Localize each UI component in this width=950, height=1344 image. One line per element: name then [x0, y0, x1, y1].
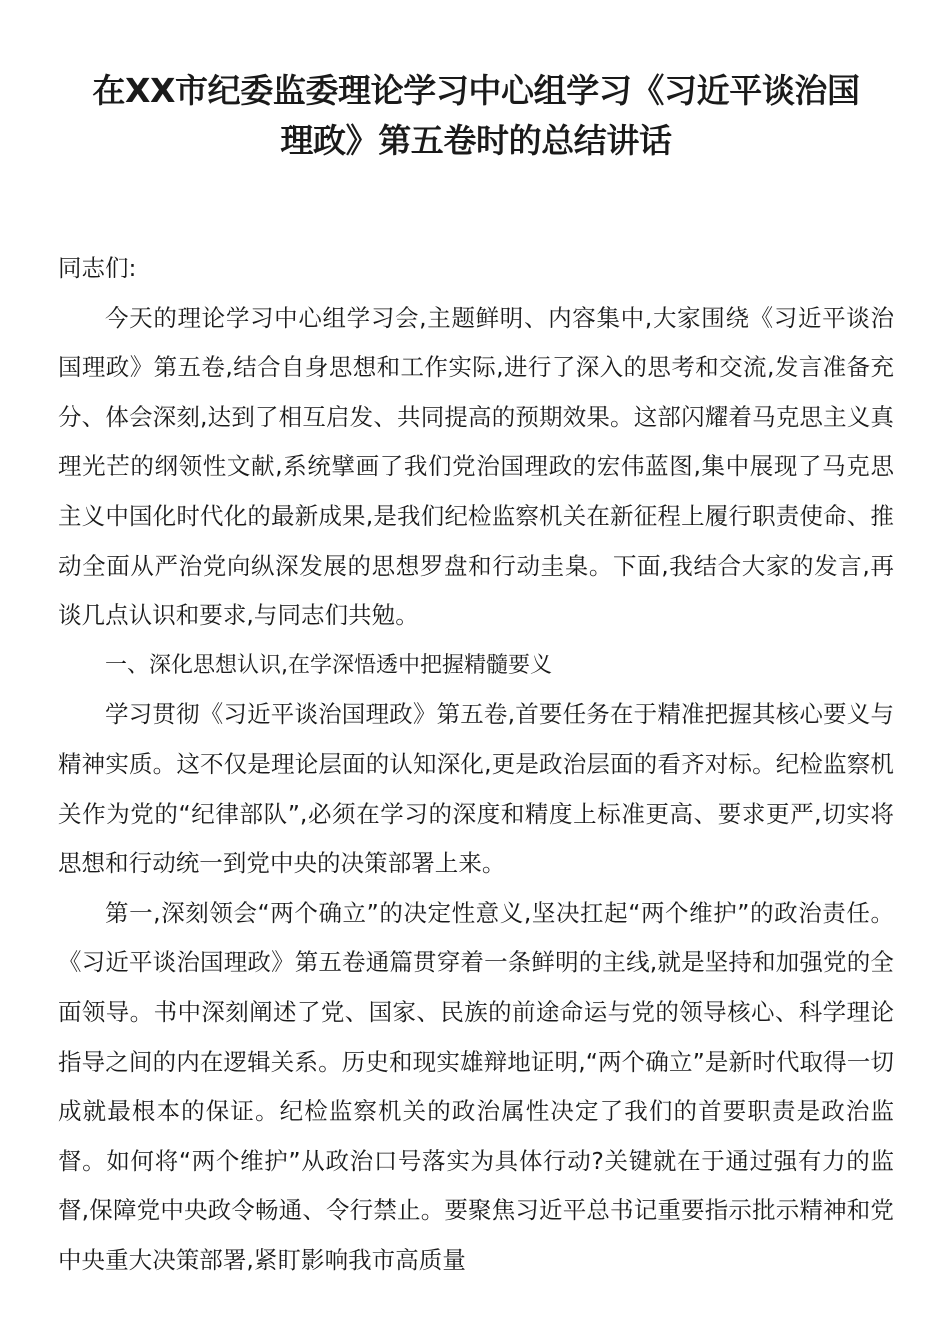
- paragraph-intro: 今天的理论学习中心组学习会,主题鲜明、内容集中,大家围绕《习近平谈治国理政》第五卷,结合自身思想和工作实际,进行了深入的思考和交流,发言准备充分、体会深刻,达到了相互启发、共同提高的预期效果。这部闪耀着马克思主义真理光芒的纲领性文献,系统擘画了我们党治国理政的宏伟蓝图,集中展现了马克思主义中国化时代化的最新成果,是我们纪检监察机关在新征程上履行职责使命、推动全面从严治党向纵深发展的思想罗盘和行动圭臬。下面,我结合大家的发言,再谈几点认识和要求,与同志们共勉。: [58, 303, 894, 630]
- title-line-2: 理政》第五卷时的总结讲话: [280, 121, 672, 160]
- paragraph-point-1: 第一,深刻领会“两个确立”的决定性意义,坚决扛起“两个维护”的政治责任。《习近平谈治国理政》第五卷通篇贯穿着一条鲜明的主线,就是坚持和加强党的全面领导。书中深刻阐述了党、国家、民族的前途命运与党的领导核心、科学理论指导之间的内在逻辑关系。历史和现实雄辩地证明,“两个确立”是新时代取得一切成就最根本的保证。纪检监察机关的政治属性决定了我们的首要职责是政治监督。如何将“两个维护”从政治口号落实为具体行动?关键就在于通过强有力的监督,保障党中央政令畅通、令行禁止。要聚焦习近平总书记重要指示批示精神和党中央重大决策部署,紧盯影响我市高质量: [58, 898, 894, 1274]
- paragraph-section-1-intro: 学习贯彻《习近平谈治国理政》第五卷,首要任务在于精准把握其核心要义与精神实质。这不仅是理论层面的认知深化,更是政治层面的看齐对标。纪检监察机关作为党的“纪律部队”,必须在学习的深度和精度上标准更高、要求更严,切实将思想和行动统一到党中央的决策部署上来。: [58, 700, 894, 878]
- document-title: [58, 66, 894, 166]
- greeting: 同志们:: [58, 254, 137, 282]
- document-page: [58, 66, 894, 1285]
- title-line-1: 在XX市纪委监委理论学习中心组学习《习近平谈治国: [92, 71, 860, 110]
- section-heading-1: 一、深化思想认识,在学深悟透中把握精髓要义: [105, 652, 552, 678]
